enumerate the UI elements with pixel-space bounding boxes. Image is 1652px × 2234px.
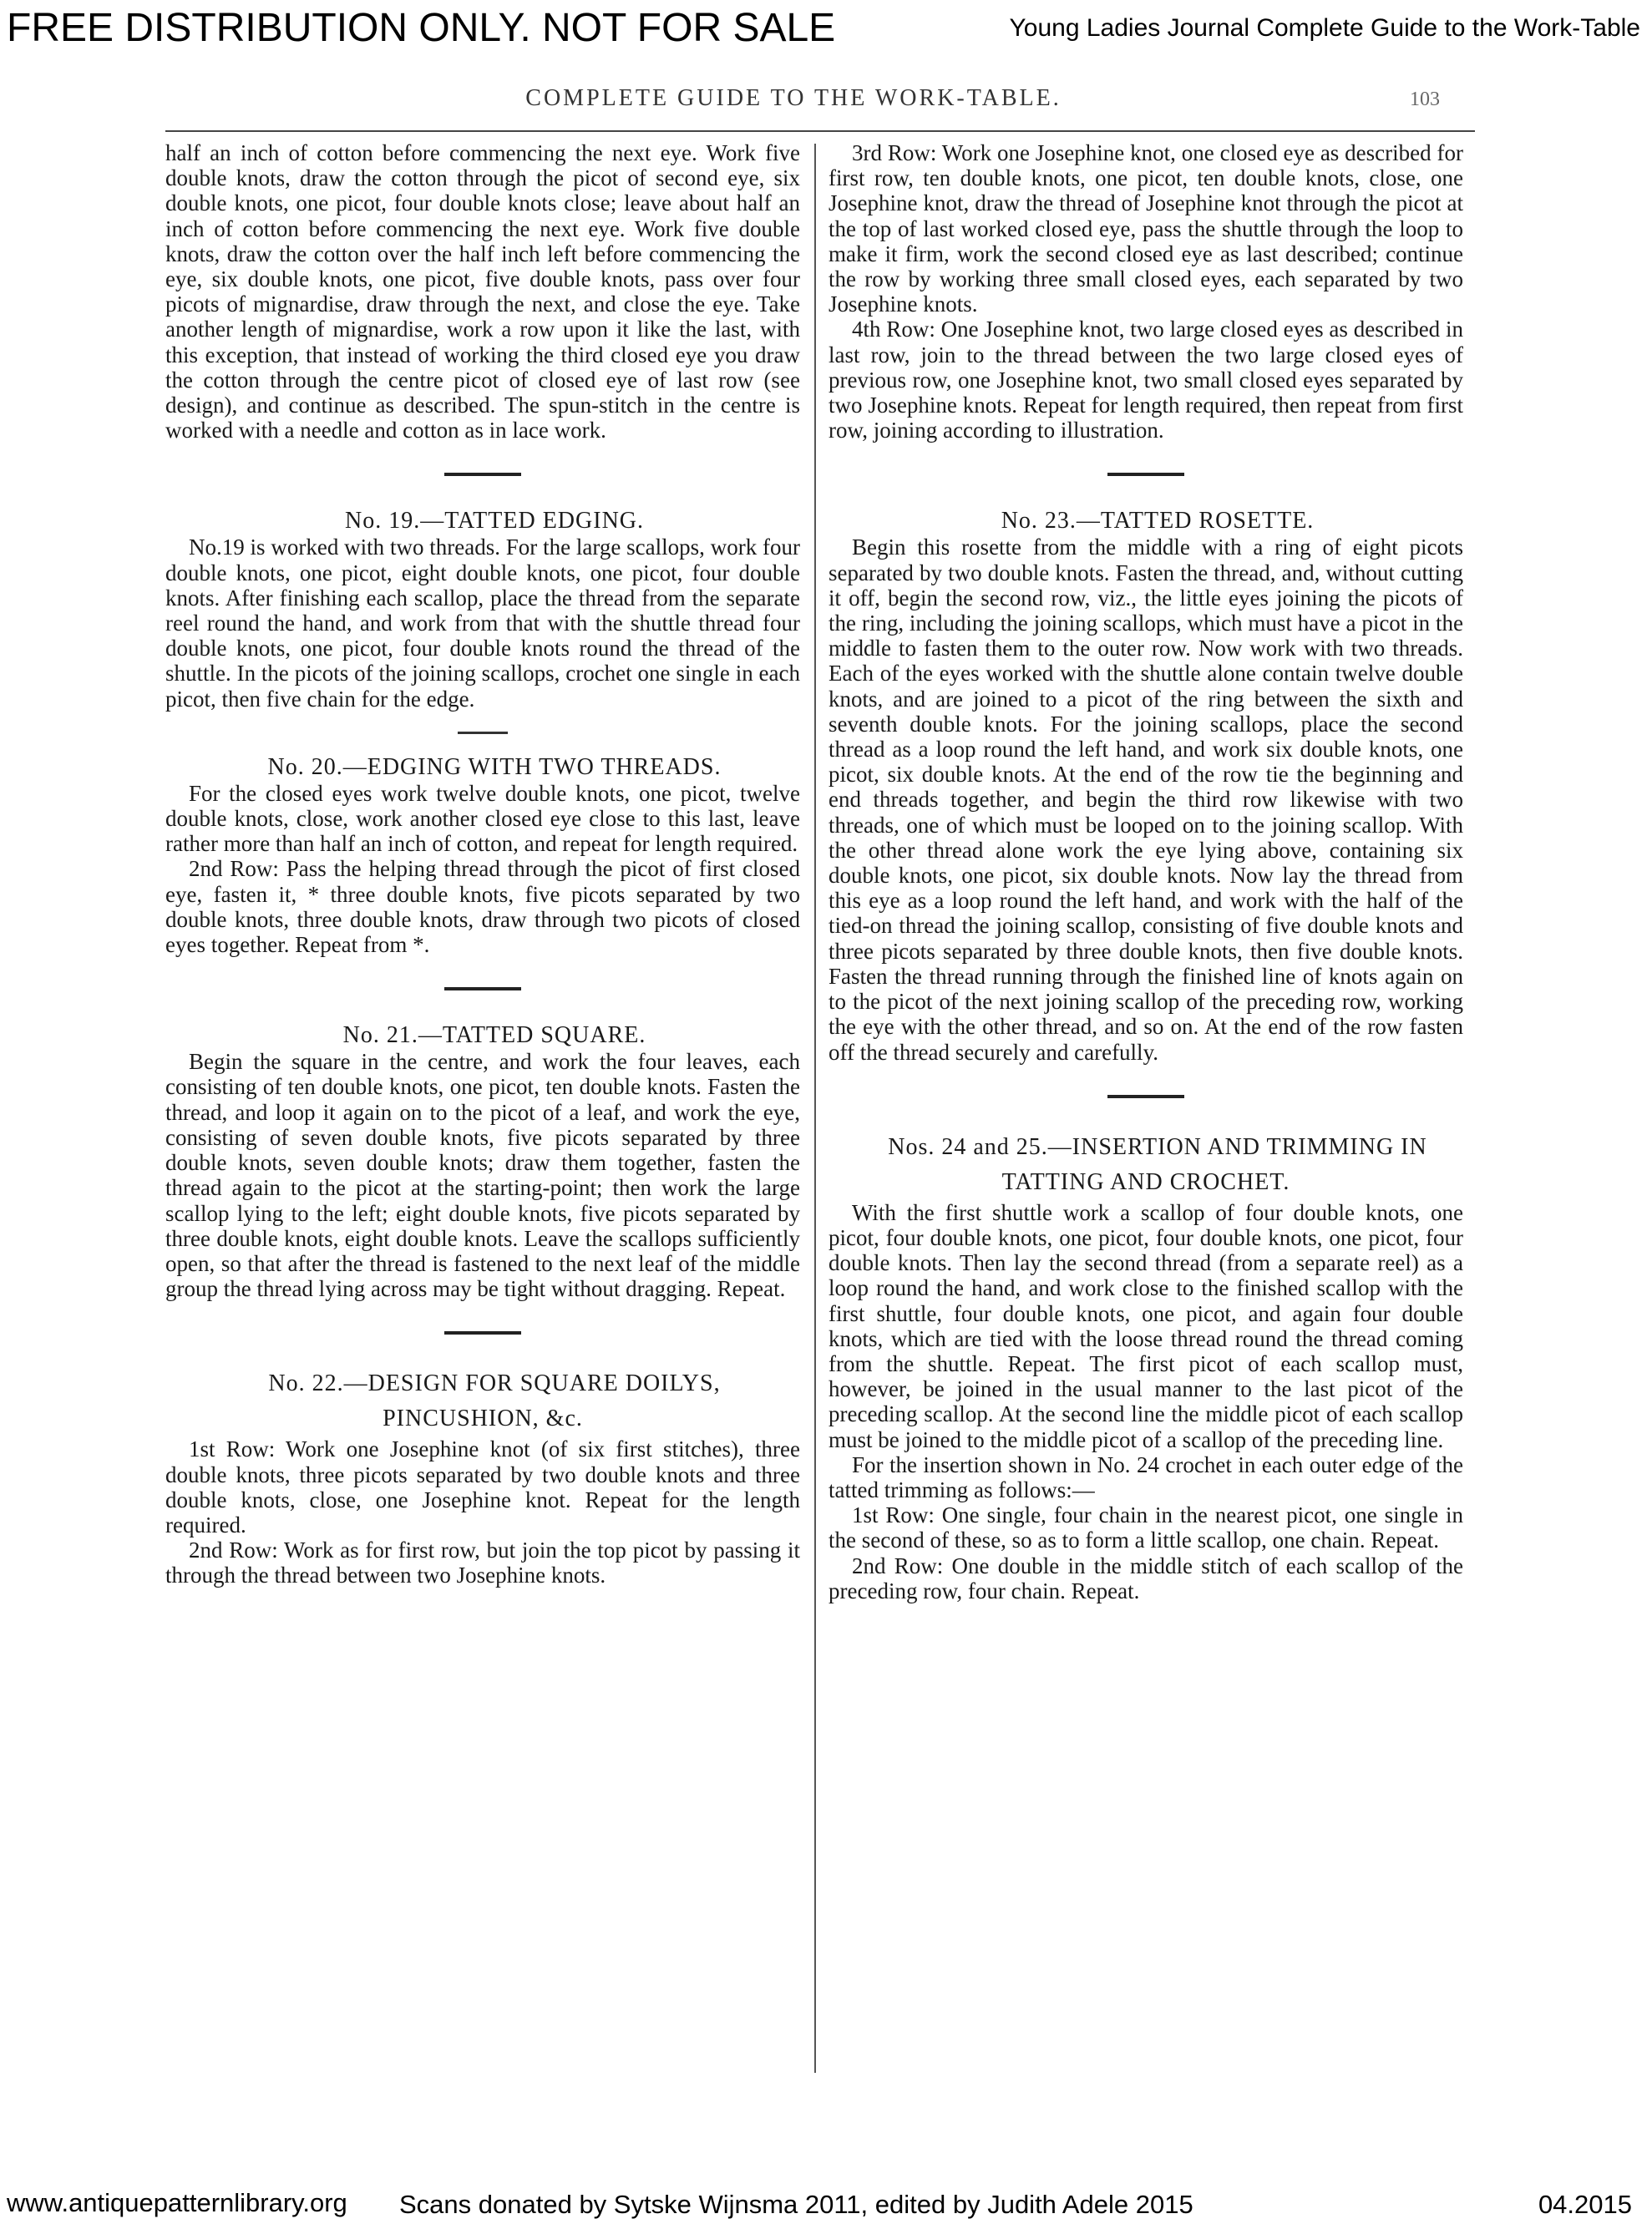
continued-paragraph: half an inch of cotton before commencing the next eye. Work five double knots, draw the cotton through the picot of second eye, six double knots, one picot, four double knots close; leave about half an inch of cotton before commencing the next eye. Work five double knots, draw the cotton over the half inch left before commencing the eye, six double knots, one picot, five double knots, pass over four picots of mignardise, draw through the next, and close the eye. Take another length of mignardise, work a row upon it like the last, with this exception, that instead of working the third closed eye you draw the cotton through the centre picot of closed eye of last row (see design), and continue as described. The spun-stitch in the centre is worked with a needle and cotton as in lace work.	[165, 140, 800, 443]
section-separator	[444, 1331, 521, 1335]
scan-credits: Scans donated by Sytske Wijnsma 2011, edited by Judith Adele 2015	[399, 2190, 1193, 2219]
section-title-23: No. 23.—TATTED ROSETTE.	[1001, 508, 1315, 534]
section-22-row-2: 2nd Row: Work as for first row, but join the top picot by passing it through the thread between two Josephine knots.	[165, 1537, 800, 1588]
distribution-notice: FREE DISTRIBUTION ONLY. NOT FOR SALE	[7, 6, 836, 50]
header-rule	[165, 130, 1475, 132]
section-separator	[458, 732, 508, 734]
section-title-22: No. 22.—DESIGN FOR SQUARE DOILYS, PINCUSHION, &c.	[268, 1370, 721, 1432]
section-24-text: With the first shuttle work a scallop of four double knots, one picot, four double knots, one picot, four double knots, one picot, four double knots. Then lay the second thread (from a separate reel) as a loop round the hand, and work close to the finished scallop with the first shuttle, four double knots, one picot, and again four double knots, which are tied with the loose thread round the thread coming from the shuttle. Repeat. The first picot of each scallop must, however, be joined in the usual manner to the last picot of the preceding scallop. At the second line the middle picot of each scallop must be joined to the middle picot of a scallop of the preceding line.	[829, 1199, 1463, 1452]
section-title-20: No. 20.—EDGING WITH TWO THREADS.	[267, 753, 722, 780]
section-20-row-2: 2nd Row: Pass the helping thread through the picot of first closed eye, fasten it, * three double knots, five picots separated by two double knots, three double knots, draw through two picots of closed eyes together. Repeat from *.	[165, 856, 800, 958]
section-19-text: No.19 is worked with two threads. For the large scallops, work four double knots, one picot, eight double knots, one picot, four double knots. After finishing each scallop, place the thread from the separate reel round the hand, and work from that with the shuttle thread four double knots, one picot, four double knots round the thread of the shuttle. In the picots of the joining scallops, crochet one single in each picot, then five chain for the edge.	[165, 534, 800, 712]
section-22-row-1: 1st Row: Work one Josephine knot (of six first stitches), three double knots, three picots separated by two double knots and three double knots, close, one Josephine knot. Repeat for the length required.	[165, 1436, 800, 1537]
section-20-text: For the closed eyes work twelve double knots, one picot, twelve double knots, close, work another closed eye close to this last, leave rather more than half an inch of cotton, and repeat for length required.	[165, 780, 800, 857]
section-21-text: Begin the square in the centre, and work the four leaves, each consisting of ten double knots, one picot, ten double knots. Fasten the thread, and loop it again on to the picot of a leaf, and work the eye, consisting of seven double knots, five picots separated by three double knots, seven double knots; draw them together, fasten the thread again to the picot at the starting-point; then work the large scallop lying to the left; eight double knots, five picots separated by three double knots, eight double knots. Leave the scallops sufficiently open, so that after the thread is fastened to the next leaf of the middle group the thread lying across may be tight without dragging. Repeat.	[165, 1049, 800, 1302]
section-separator	[444, 987, 521, 990]
section-separator	[444, 473, 521, 476]
section-23-text: Begin this rosette from the middle with a ring of eight picots separated by two double knots. Fasten the thread, and, without cutting it off, begin the second row, viz., the little eyes joining the picots of the ring, including the joining scallops, which must have a picot in the middle to fasten them to the outer row. Now work with two threads. Each of the eyes worked with the shuttle alone contain twelve double knots, and are joined to a picot of the ring between the sixth and seventh double knots. For the joining scallops, place the second thread as a loop round the left hand, and work six double knots, one picot, six double knots. At the end of the row tie the beginning and end threads together, and begin the third row likewise with two threads, one of which must be looped on to the joining scallop. With the other thread alone work the eye lying above, containing six double knots, one picot, six double knots. Now lay the thread from this eye as a loop round the left hand, and work with the half of the tied-on thread the joining scallop, consisting of five double knots and three picots separated by three double knots, then five double knots. Fasten the thread running through the finished line of knots again on to the picot of the next joining scallop of the preceding row, working the eye with the other thread, and so on. At the end of the row fasten off the thread securely and carefully.	[829, 534, 1463, 1065]
page-number: 103	[1410, 89, 1440, 110]
running-head: COMPLETE GUIDE TO THE WORK-TABLE.	[525, 85, 1062, 111]
book-title-banner: Young Ladies Journal Complete Guide to the Work-Table	[1009, 14, 1640, 42]
right-column	[829, 140, 1463, 1603]
section-separator	[1107, 1095, 1184, 1098]
column-divider	[814, 144, 816, 2073]
section-separator	[1107, 473, 1184, 476]
section-title-19: No. 19.—TATTED EDGING.	[344, 508, 645, 534]
left-column	[165, 140, 800, 1588]
edition-date: 04.2015	[1538, 2190, 1632, 2219]
section-title-21: No. 21.—TATTED SQUARE.	[342, 1022, 646, 1049]
section-24-row-2: 2nd Row: One double in the middle stitch of each scallop of the preceding row, four chain. Repeat.	[829, 1553, 1463, 1603]
section-title-24-25: Nos. 24 and 25.—INSERTION AND TRIMMING IN TATTING AND CROCHET.	[888, 1133, 1427, 1195]
section-22-row-3: 3rd Row: Work one Josephine knot, one closed eye as described for first row, ten double knots, one picot, ten double knots, close, one Josephine knot, draw the thread of Josephine knot through the picot at the top of last worked closed eye, pass the shuttle through the loop to make it firm, work the second closed eye as last described; continue the row by working three small closed eyes, each separated by two Josephine knots.	[829, 140, 1463, 317]
section-24-insertion: For the insertion shown in No. 24 crochet in each outer edge of the tatted trimming as follows:—	[829, 1451, 1463, 1502]
section-24-row-1: 1st Row: One single, four chain in the nearest picot, one single in the second of these, so as to form a little scallop, one chain. Repeat.	[829, 1502, 1463, 1553]
library-url: www.antiquepatternlibrary.org	[7, 2188, 347, 2217]
section-22-row-4: 4th Row: One Josephine knot, two large closed eyes as described in last row, join to the thread between the two large closed eyes of previous row, one Josephine knot, two small closed eyes separated by two Josephine knots. Repeat for length required, then repeat from first row, joining according to illustration.	[829, 317, 1463, 443]
